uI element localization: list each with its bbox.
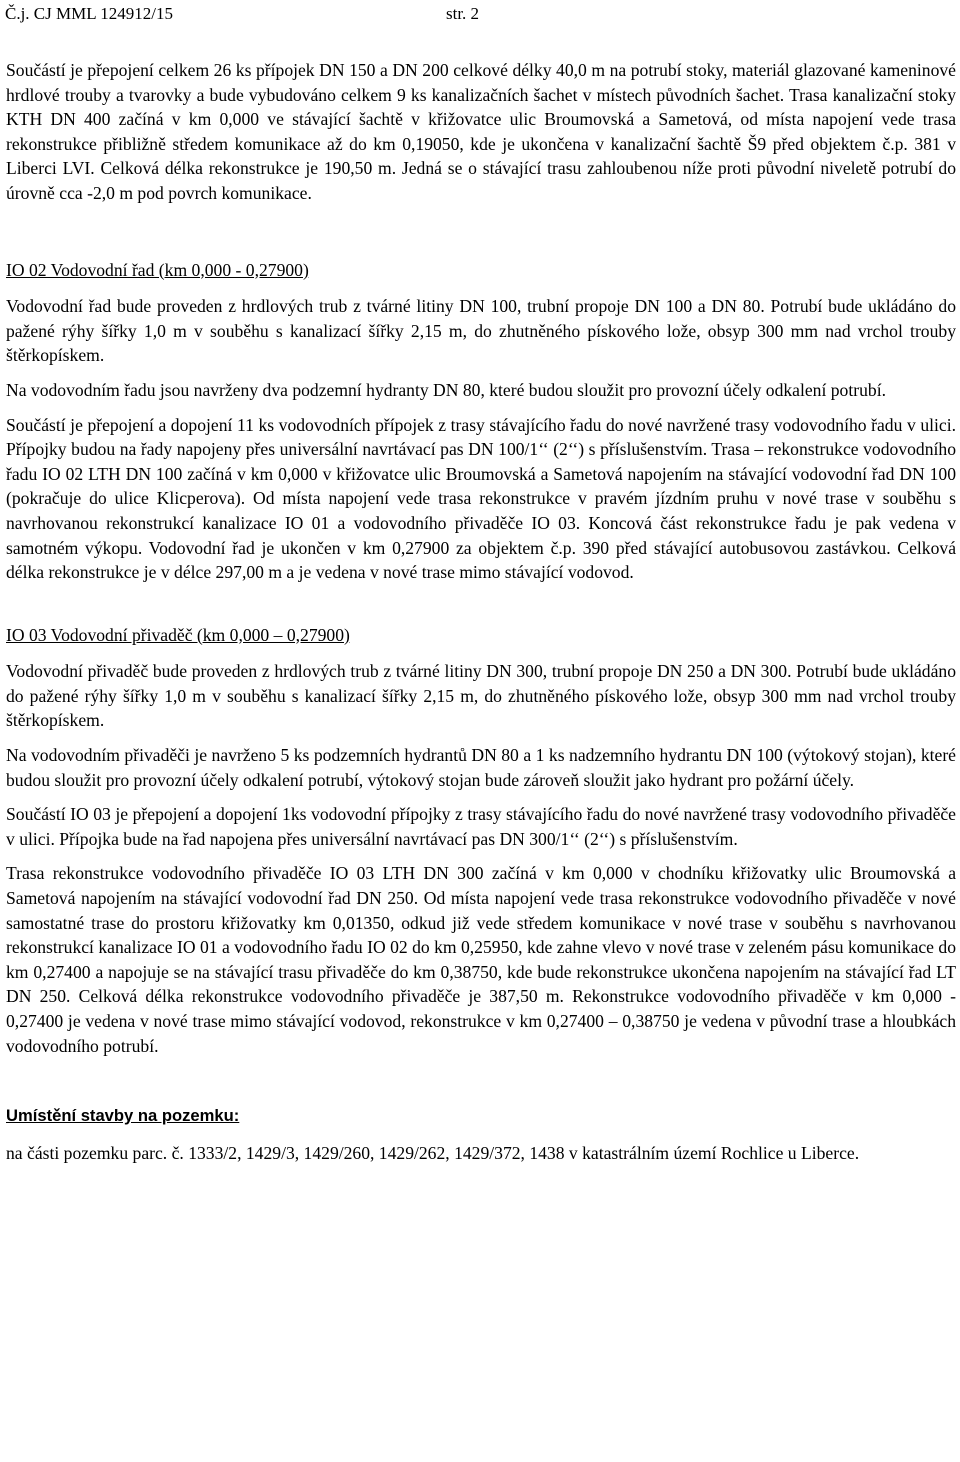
page-header — [5, 2, 480, 27]
io03-paragraph-1: Vodovodní přivaděč bude proveden z hrdlových trub z tvárné litiny DN 300, trubní propoje DN 250 a DN 300. Potrubí bude ukládáno do pažené rýhy šířky 1,0 m v souběhu s kanalizací šířky 2,15 m, do zhutněného pískového lože, obsyp 300 mm nad vrchol trouby štěrkopískem. — [6, 661, 956, 731]
io03-heading: IO 03 Vodovodní přivaděč (km 0,000 – 0,27900) — [6, 624, 350, 645]
io03-paragraph-2: Na vodovodním přivaděči je navrženo 5 ks podzemních hydrantů DN 80 a 1 ks nadzemního hydrantu DN 100 (výtokový stojan), které budou sloužit pro provozní účely odkalení potrubí, výtokový stojan bude zároveň sloužit jako hydrant pro požární účely. — [6, 745, 956, 790]
io02-heading: IO 02 Vodovodní řad (km 0,000 - 0,27900) — [6, 259, 309, 280]
location-heading: Umístění stavby na pozemku: — [6, 1106, 240, 1126]
io02-paragraph-1: Vodovodní řad bude proveden z hrdlových trub z tvárné litiny DN 100, trubní propoje DN 100 a DN 80. Potrubí bude ukládáno do pažené rýhy šířky 1,0 m v souběhu s kanalizací šířky 2,15 m, do zhutněného pískového lože, obsyp 300 mm nad vrchol trouby štěrkopískem. — [6, 296, 956, 366]
page-number: str. 2 — [446, 4, 480, 23]
document-body — [6, 58, 956, 1165]
io03-paragraph-3: Součástí IO 03 je přepojení a dopojení 1ks vodovodní přípojky z trasy stávajícího řadu do nové navržené trasy vodovodního přivaděče v ulici. Přípojka bude na řad napojena přes universální navrtávací pas DN 300/1‘‘ (2‘‘) s příslušenstvím. — [6, 804, 956, 849]
document-reference: Č.j. CJ MML 124912/15 — [5, 4, 173, 23]
sewer-paragraph: Součástí je přepojení celkem 26 ks přípojek DN 150 a DN 200 celkové délky 40,0 m na potrubí stoky, materiál glazované kameninové hrdlové trouby a tvarovky a bude vybudováno celkem 9 ks kanalizačních šachet v místech původních šachet. Trasa kanalizační stoky KTH DN 400 začíná v km 0,000 ve stávající šachtě v křižovatce ulic Broumovská a Sametová, od místa napojení vede trasa rekonstrukce přibližně středem komunikace až do km 0,19050, kde je ukončena v kanalizační šachtě Š9 před objektem č.p. 381 v Liberci LVI. Celková délka rekonstrukce je 190,50 m. Jedná se o stávající trasu zahloubenou níže proti původní niveletě potrubí do úrovně cca -2,0 m pod povrch komunikace. — [6, 60, 956, 203]
location-paragraph: na části pozemku parc. č. 1333/2, 1429/3, 1429/260, 1429/262, 1429/372, 1438 v katastrálním území Rochlice u Liberce. — [6, 1142, 860, 1163]
io03-paragraph-4: Trasa rekonstrukce vodovodního přivaděče IO 03 LTH DN 300 začíná v km 0,000 v chodníku křižovatky ulic Broumovská a Sametová napojením na stávající vodovodní řad DN 250. Od místa napojení vede trasa rekonstrukce vodovodního přivaděče v nové samostatné trase do prostoru křižovatky km 0,01350, odkud již vede středem komunikace v nové trase v souběhu s navrhovanou rekonstrukcí kanalizace IO 01 a vodovodního řadu IO 02 do km 0,25950, kde zahne vlevo v nové trase v zeleném pásu komunikace do km 0,27400 a napojuje se na stávající trasu přivaděče do km 0,38750, kde bude rekonstrukce ukončena napojením na stávající řad LT DN 250. Celková délka rekonstrukce vodovodního přivaděče je 387,50 m. Rekonstrukce vodovodního přivaděče v km 0,000 - 0,27400 je vedena v nové trase mimo stávající vodovod, rekonstrukce v km 0,27400 – 0,38750 je vedena v původní trase a hloubkách vodovodního potrubí. — [6, 863, 956, 1056]
io02-paragraph-2: Na vodovodním řadu jsou navrženy dva podzemní hydranty DN 80, které budou sloužit pro provozní účely odkalení potrubí. — [6, 379, 886, 400]
io02-paragraph-3: Součástí je přepojení a dopojení 11 ks vodovodních přípojek z trasy stávajícího řadu do nové navržené trasy vodovodního řadu v ulici. Přípojky budou na řady napojeny přes universální navrtávací pas DN 100/1‘‘ (2‘‘) s příslušenstvím. Trasa – rekonstrukce vodovodního řadu IO 02 LTH DN 100 začíná v km 0,000 v křižovatce ulic Broumovská a Sametová napojením na stávající vodovodní řad DN 100 (pokračuje do ulice Klicperova). Od místa napojení vede trasa rekonstrukce v pravém jízdním pruhu v nové trase v souběhu s navrhovanou rekonstrukcí kanalizace IO 01 a vodovodního přivaděče IO 03. Koncová část rekonstrukce řadu je pak vedena v samotném výkopu. Vodovodní řad je ukončen v km 0,27900 za objektem č.p. 390 před stávající autobusovou zastávkou. Celková délka rekonstrukce je v délce 297,00 m a je vedena v nové trase mimo stávající vodovod. — [6, 414, 956, 583]
